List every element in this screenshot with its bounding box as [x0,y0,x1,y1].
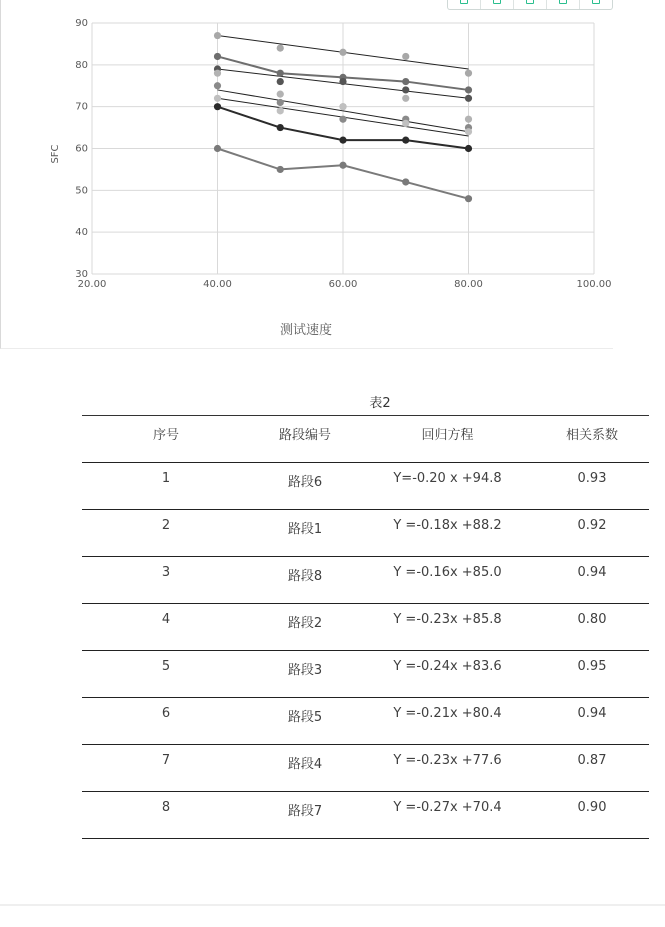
data-point [277,166,284,173]
x-tick-label: 100.00 [576,279,612,290]
cell-index: 1 [161,471,171,486]
data-point [214,95,221,102]
header-equation: 回归方程 [421,428,474,443]
table-header-row [82,416,649,463]
data-point [465,195,472,202]
data-point [465,70,472,77]
cell-segment: 路段3 [287,663,323,678]
table-row [82,792,649,839]
cell-segment: 路段2 [287,616,323,631]
data-point [214,53,221,60]
data-point [339,78,346,85]
data-point [277,70,284,77]
cell-segment: 路段4 [287,757,323,772]
cell-equation: Y =-0.21x +80.4 [393,706,502,721]
cell-equation: Y =-0.16x +85.0 [393,565,502,580]
grid-layer [92,23,594,274]
cell-segment: 路段1 [287,522,323,537]
chart-panel [0,0,613,349]
y-tick-label: 80 [75,59,88,71]
y-tick-label: 60 [75,143,88,155]
data-point [214,103,221,110]
table-row [82,604,649,651]
data-point [277,99,284,106]
cell-equation: Y=-0.20 x +94.8 [393,471,502,486]
cell-segment: 路段8 [287,569,323,584]
cell-correlation: 0.87 [577,753,607,768]
data-point [402,86,409,93]
x-axis-label: 测试速度 [279,323,332,338]
x-tick-label: 80.00 [454,279,483,290]
cell-index: 6 [161,706,171,721]
y-tick-label: 70 [75,101,88,113]
table-caption: 表2 [369,396,391,411]
regression-table [82,415,649,839]
cell-segment: 路段6 [287,475,323,490]
cell-segment: 路段5 [287,710,323,725]
data-point [339,49,346,56]
data-point [277,107,284,114]
data-point [465,145,472,152]
y-tick-label: 90 [75,18,88,29]
y-tick-label: 40 [75,227,88,239]
data-point [465,86,472,93]
cell-correlation: 0.92 [577,518,607,533]
cell-index: 2 [161,518,171,533]
cell-index: 8 [161,800,171,815]
sfc-chart [1,0,614,349]
data-point [339,137,346,144]
data-point [402,53,409,60]
data-point [214,82,221,89]
data-point [402,178,409,185]
data-point [277,78,284,85]
header-index: 序号 [152,428,179,443]
data-point [465,128,472,135]
cell-equation: Y =-0.23x +77.6 [393,753,502,768]
data-point [339,162,346,169]
data-point [339,103,346,110]
x-tick-label: 20.00 [77,279,107,290]
cell-correlation: 0.94 [577,706,607,721]
data-point [214,32,221,39]
data-point [402,120,409,127]
data-point [402,78,409,85]
data-point [214,70,221,77]
cell-correlation: 0.95 [577,659,607,674]
cell-correlation: 0.90 [577,800,607,815]
cell-index: 5 [161,659,171,674]
data-point [214,145,221,152]
x-tick-label: 40.00 [203,279,232,290]
cell-equation: Y =-0.24x +83.6 [393,659,502,674]
data-point [277,45,284,52]
table-row [82,651,649,698]
table-row [82,745,649,792]
cell-correlation: 0.80 [577,612,607,627]
table-row [82,557,649,604]
cell-index: 7 [161,753,171,768]
cell-correlation: 0.94 [577,565,607,580]
data-point [277,91,284,98]
data-point [465,95,472,102]
y-tick-label: 50 [75,185,88,197]
cell-equation: Y =-0.23x +85.8 [393,612,502,627]
data-point [465,116,472,123]
table-row [82,698,649,745]
cell-correlation: 0.93 [577,471,607,486]
cell-equation: Y =-0.27x +70.4 [393,800,502,815]
table-row [82,463,649,510]
table-row [82,510,649,557]
page-divider [0,904,665,906]
y-axis-label: SFC [50,144,61,164]
data-point [339,116,346,123]
cell-index: 4 [161,612,171,627]
data-point [402,95,409,102]
data-point [277,124,284,131]
header-correlation: 相关系数 [565,428,618,443]
header-segment: 路段编号 [278,428,331,443]
cell-index: 3 [161,565,171,580]
cell-equation: Y =-0.18x +88.2 [393,518,502,533]
x-tick-label: 60.00 [328,279,358,290]
y-tick-label: 30 [75,269,88,280]
cell-segment: 路段7 [287,804,323,819]
data-point [402,137,409,144]
